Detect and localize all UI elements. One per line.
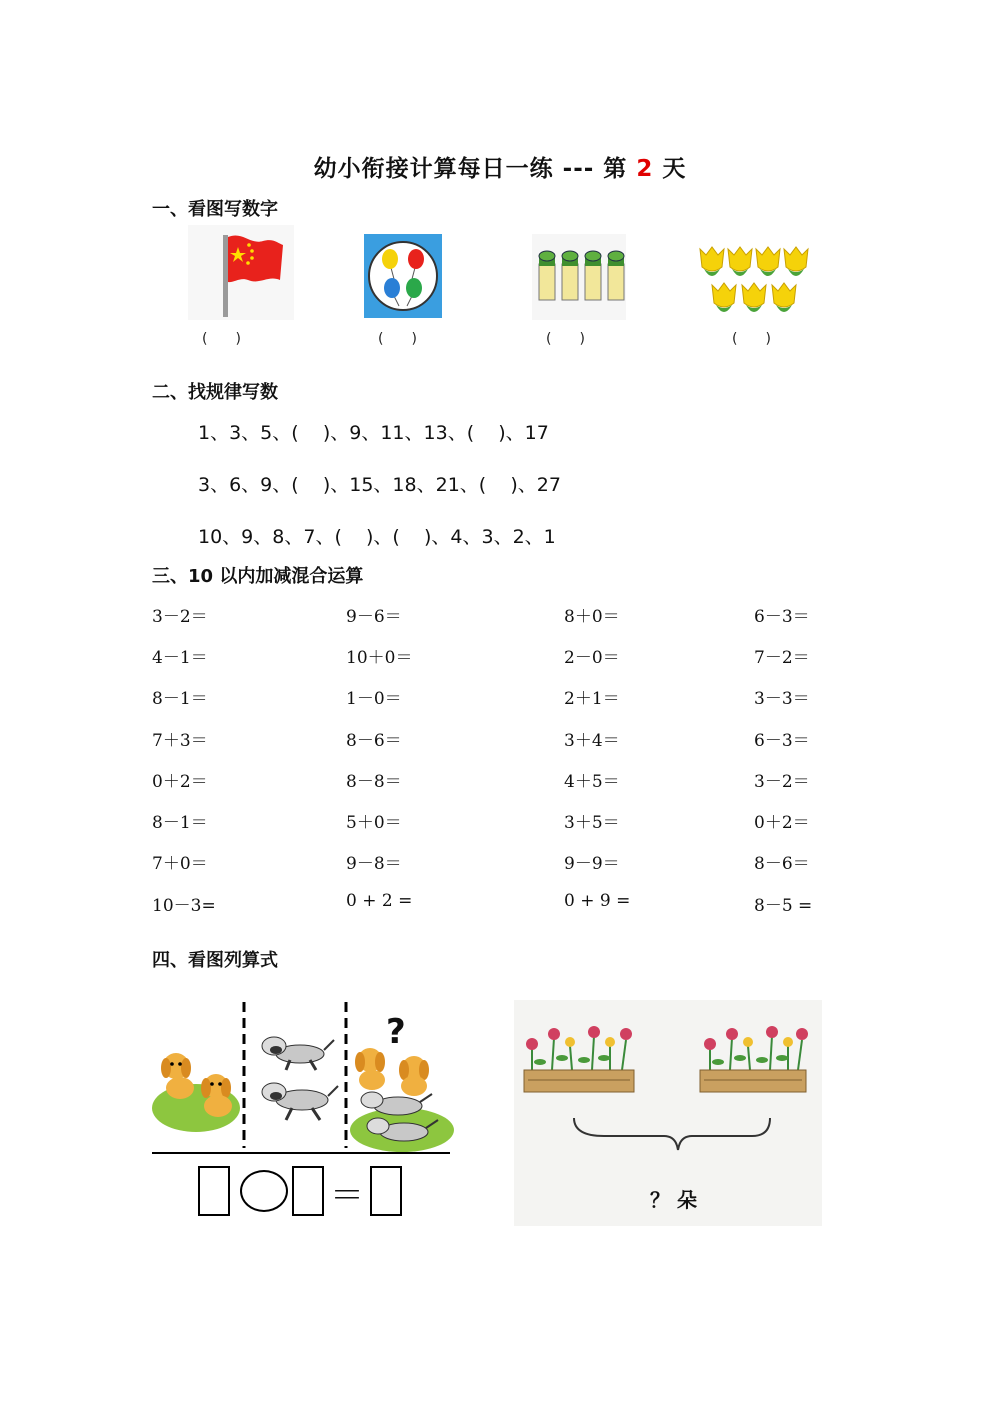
flag-icon xyxy=(188,225,294,320)
title-main: 幼小衔接计算每日一练 --- 第 xyxy=(313,156,628,182)
equation: 3＋5＝ xyxy=(564,813,620,833)
section4-heading: 四、看图列算式 xyxy=(152,950,278,971)
equation: 3－3＝ xyxy=(754,689,810,709)
section3-heading: 三、10 以内加减混合运算 xyxy=(152,566,364,587)
answer-blank-3[interactable]: ( ) xyxy=(546,331,585,347)
answer-blank-2[interactable]: ( ) xyxy=(378,331,417,347)
equation: 8－6＝ xyxy=(754,854,810,874)
equation: 8－5 = xyxy=(754,896,813,916)
equation: 2－0＝ xyxy=(564,648,620,668)
tulips-icon xyxy=(696,245,816,320)
equation: 7－2＝ xyxy=(754,648,810,668)
answer-blank-1[interactable]: ( ) xyxy=(202,331,241,347)
equation: 8－8＝ xyxy=(346,772,402,792)
section2-heading: 二、找规律写数 xyxy=(152,382,278,403)
title-suffix: 天 xyxy=(662,156,687,182)
equation: 3＋4＝ xyxy=(564,731,620,751)
section1-heading: 一、看图写数字 xyxy=(152,199,278,220)
equation: 4＋5＝ xyxy=(564,772,620,792)
title-day: 2 xyxy=(636,156,654,182)
sequence-row-1: 1、3、5、( )、9、11、13、( )、17 xyxy=(198,422,549,444)
equation: 0 + 2 = xyxy=(346,891,413,911)
equation: 3－2＝ xyxy=(152,607,208,627)
equation: 6－3＝ xyxy=(754,607,810,627)
flower-count-label: ？ 朵 xyxy=(650,1188,697,1212)
equation: 5＋0＝ xyxy=(346,813,402,833)
equation: 7＋0＝ xyxy=(152,854,208,874)
equation: 7＋3＝ xyxy=(152,731,208,751)
equation: 3－2＝ xyxy=(754,772,810,792)
equation: 9－9＝ xyxy=(564,854,620,874)
equation: 8＋0＝ xyxy=(564,607,620,627)
equation: 9－6＝ xyxy=(346,607,402,627)
flower-box-left xyxy=(524,1026,634,1092)
answer-box-2[interactable] xyxy=(292,1166,324,1216)
equation: 0＋2＝ xyxy=(754,813,810,833)
equation: 10－3= xyxy=(152,896,216,916)
answer-box-1[interactable] xyxy=(198,1166,230,1216)
balloons-icon xyxy=(364,234,442,318)
equation: 8－1＝ xyxy=(152,689,208,709)
equation: 0＋2＝ xyxy=(152,772,208,792)
equation: 2＋1＝ xyxy=(564,689,620,709)
equation: 8－6＝ xyxy=(346,731,402,751)
question-mark: ? xyxy=(386,1012,406,1052)
equation: 9－8＝ xyxy=(346,854,402,874)
equation: 4－1＝ xyxy=(152,648,208,668)
pencils-icon xyxy=(532,234,626,320)
flower-box-right xyxy=(700,1026,808,1092)
equals-sign: ＝ xyxy=(330,1176,364,1216)
operator-circle[interactable] xyxy=(240,1170,288,1212)
equation: 6－3＝ xyxy=(754,731,810,751)
answer-box-3[interactable] xyxy=(370,1166,402,1216)
equation: 1－0＝ xyxy=(346,689,402,709)
equation: 0 + 9 = xyxy=(564,891,631,911)
equation: 10＋0＝ xyxy=(346,648,413,668)
sequence-row-3: 10、9、8、7、( )、( )、4、3、2、1 xyxy=(198,526,556,548)
equation: 8－1＝ xyxy=(152,813,208,833)
page-title xyxy=(0,150,1000,183)
sequence-row-2: 3、6、9、( )、15、18、21、( )、27 xyxy=(198,474,561,496)
answer-blank-4[interactable]: ( ) xyxy=(732,331,771,347)
